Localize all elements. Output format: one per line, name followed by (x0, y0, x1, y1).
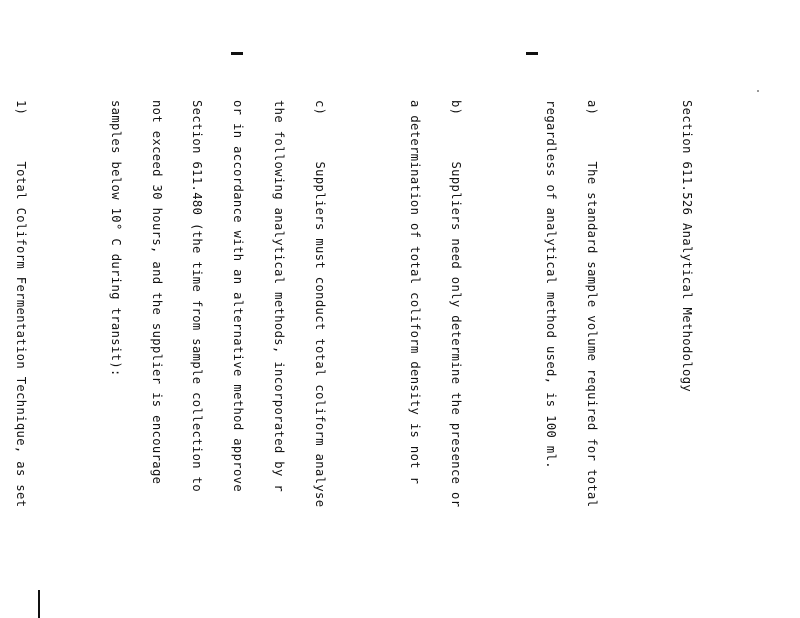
para-c-line-1: c) Suppliers must conduct total coliform analyse (312, 100, 327, 508)
para-a-line-1: a) The standard sample volume required for total (584, 100, 599, 508)
para-c-line-4: Section 611.480 (the time from sample collection to (190, 100, 205, 493)
scan-mark-left (231, 52, 243, 55)
para-a-line-2: regardless of analytical method used, is 100 ml. (543, 100, 558, 469)
para-c-line-5: not exceed 30 hours, and the supplier is encourage (149, 100, 164, 485)
para-1-line-1: 1) Total Coliform Fermentation Technique, as set (13, 100, 28, 508)
para-b-line-2: a determination of total coliform density is not r (407, 100, 422, 485)
para-b-line-1: b) Suppliers need only determine the presence or (448, 100, 463, 508)
para-c-line-2: the following analytical methods, incorporated by r (272, 100, 286, 493)
scan-mark-right (526, 52, 538, 55)
para-c-line-3: or in accordance with an alternative method approve (231, 100, 246, 493)
para-c-line-6: samples below 10° C during transit): (108, 100, 123, 377)
scan-speck (757, 90, 759, 92)
section-heading: Section 611.526 Analytical Methodology (679, 100, 694, 393)
rotated-document-text (13, 100, 720, 618)
